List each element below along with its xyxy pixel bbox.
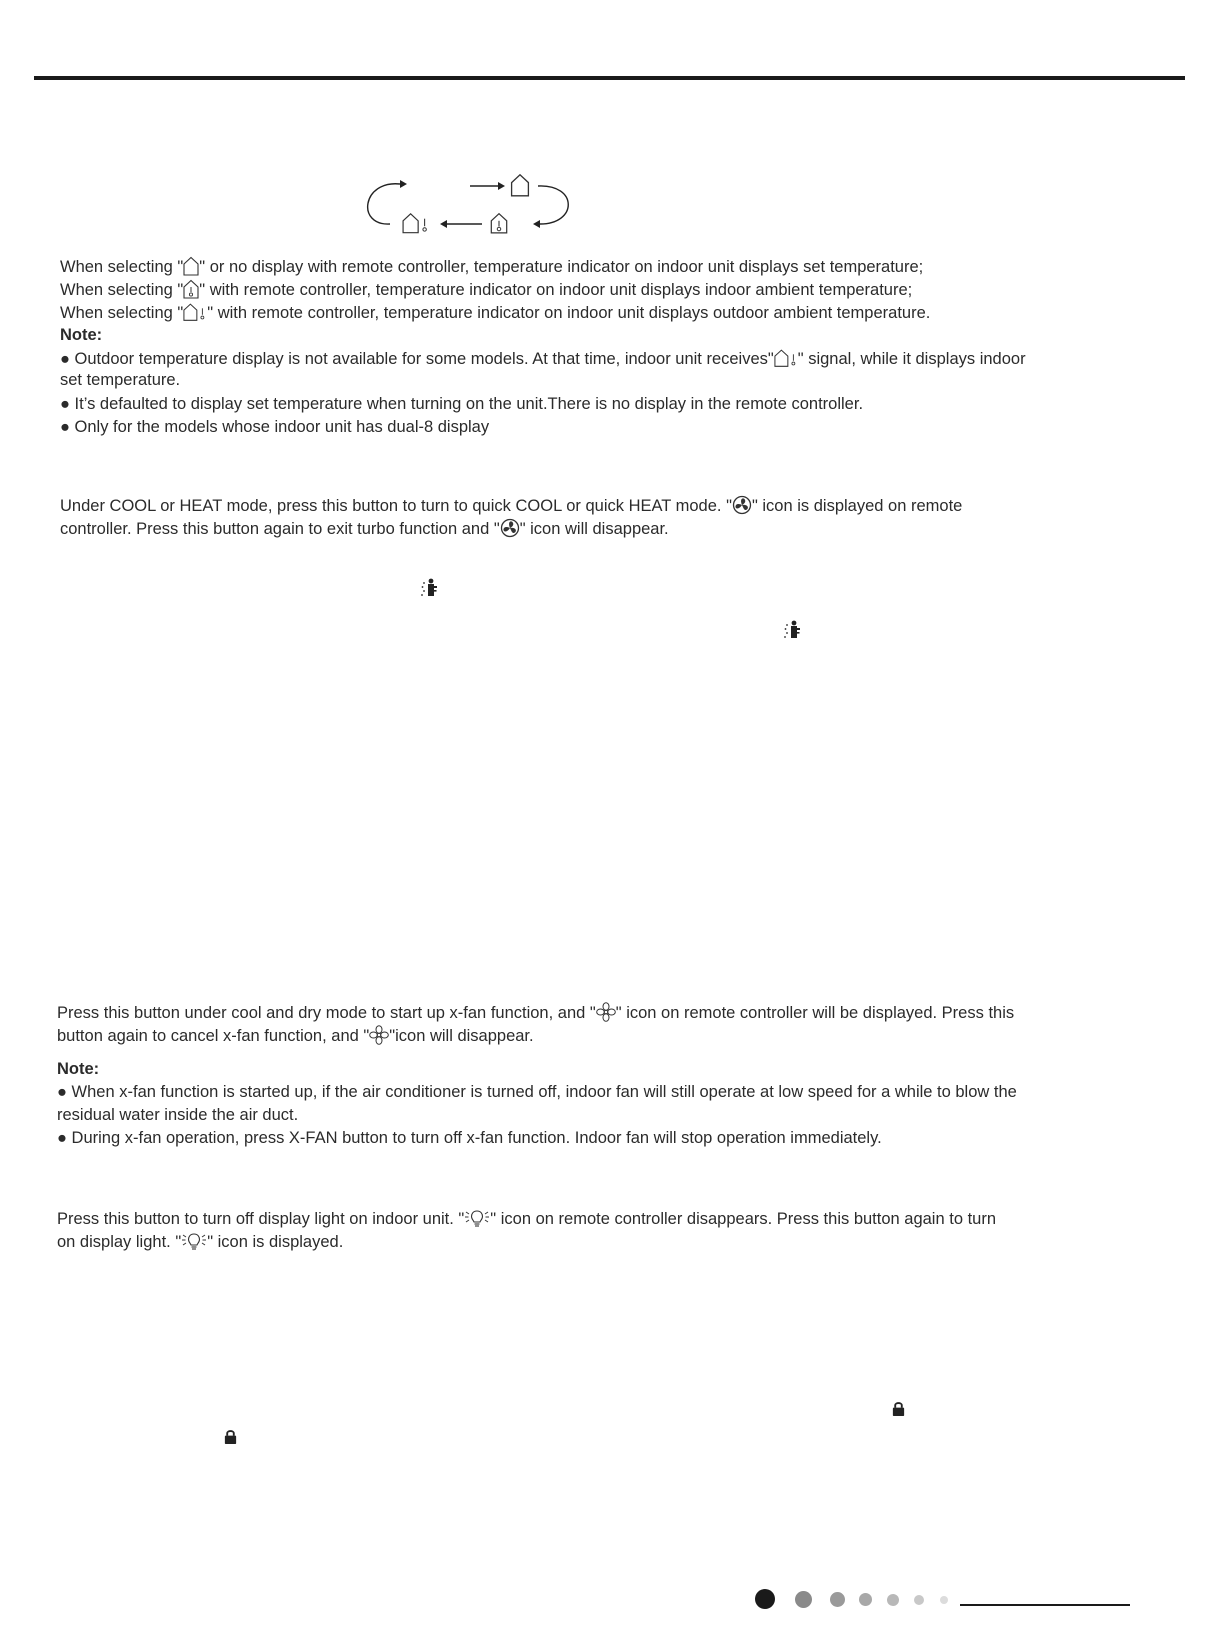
light-line-2: on display light. " " icon is displayed. [57,1233,344,1251]
lock-icon [891,1400,906,1417]
xfan-line-2: button again to cancel x-fan function, and " "icon will disappear. [57,1027,534,1045]
xfan-line-1: Press this button under cool and dry mode to start up x-fan function, and " " icon on remote controller will be displayed. Press this [57,1004,1015,1022]
temp-display-line-3: When selecting " " with remote controller, temperature indicator on indoor unit displays outdoor ambient temperature. [60,304,931,322]
i-feel-person-icon [420,578,438,598]
xfan-note-label: Note: [57,1060,100,1078]
x-fan-icon [596,1002,616,1022]
xfan-note-1: ● When x-fan function is started up, if the air conditioner is turned off, indoor fan will still operate at low speed for a while to blow the [57,1083,1017,1101]
outdoor-temp-icon [774,348,798,368]
turbo-fan-icon [732,495,752,515]
temp-display-cycle-diagram [360,168,580,240]
lock-icon [223,1428,238,1445]
footer-dot [887,1594,899,1606]
turbo-fan-icon [500,518,520,538]
header-rule [34,76,1185,80]
light-bulb-icon [464,1208,490,1228]
footer-rule [960,1604,1130,1606]
footer-dot [755,1589,775,1609]
light-line-1: Press this button to turn off display light on indoor unit. " " icon on remote controller disappears. Press this button again to turn [57,1210,997,1228]
footer-dot [914,1595,924,1605]
footer-dot [830,1592,845,1607]
turbo-line-2: controller. Press this button again to exit turbo function and " " icon will disappear. [60,520,669,538]
footer-dot [940,1596,948,1604]
light-bulb-icon [181,1231,207,1251]
temp-display-line-2: When selecting " " with remote controller, temperature indicator on indoor unit displays indoor ambient temperature; [60,281,913,299]
temp-note-1: ● Outdoor temperature display is not available for some models. At that time, indoor unit receives" " signal, while it displays indoor [60,350,1026,368]
x-fan-icon [369,1025,389,1045]
outdoor-temp-icon [183,302,207,322]
indoor-temp-icon [183,279,199,299]
house-icon [183,256,199,276]
xfan-note-2: ● During x-fan operation, press X-FAN button to turn off x-fan function. Indoor fan will stop operation immediately. [57,1129,882,1147]
temp-note-2: ● It’s defaulted to display set temperature when turning on the unit.There is no display in the remote controller. [60,395,864,413]
temp-note-label: Note: [60,326,103,344]
xfan-note-1-continued: residual water inside the air duct. [57,1106,299,1124]
temp-note-1-continued: set temperature. [60,371,181,389]
temp-note-3: ● Only for the models whose indoor unit has dual-8 display [60,418,490,436]
turbo-line-1: Under COOL or HEAT mode, press this button to turn to quick COOL or quick HEAT mode. " " icon is displayed on remote [60,497,963,515]
footer-dot [795,1591,812,1608]
footer-dot [859,1593,872,1606]
i-feel-person-icon [783,620,801,640]
temp-display-line-1: When selecting " " or no display with remote controller, temperature indicator on indoor unit displays set temperature; [60,258,924,276]
